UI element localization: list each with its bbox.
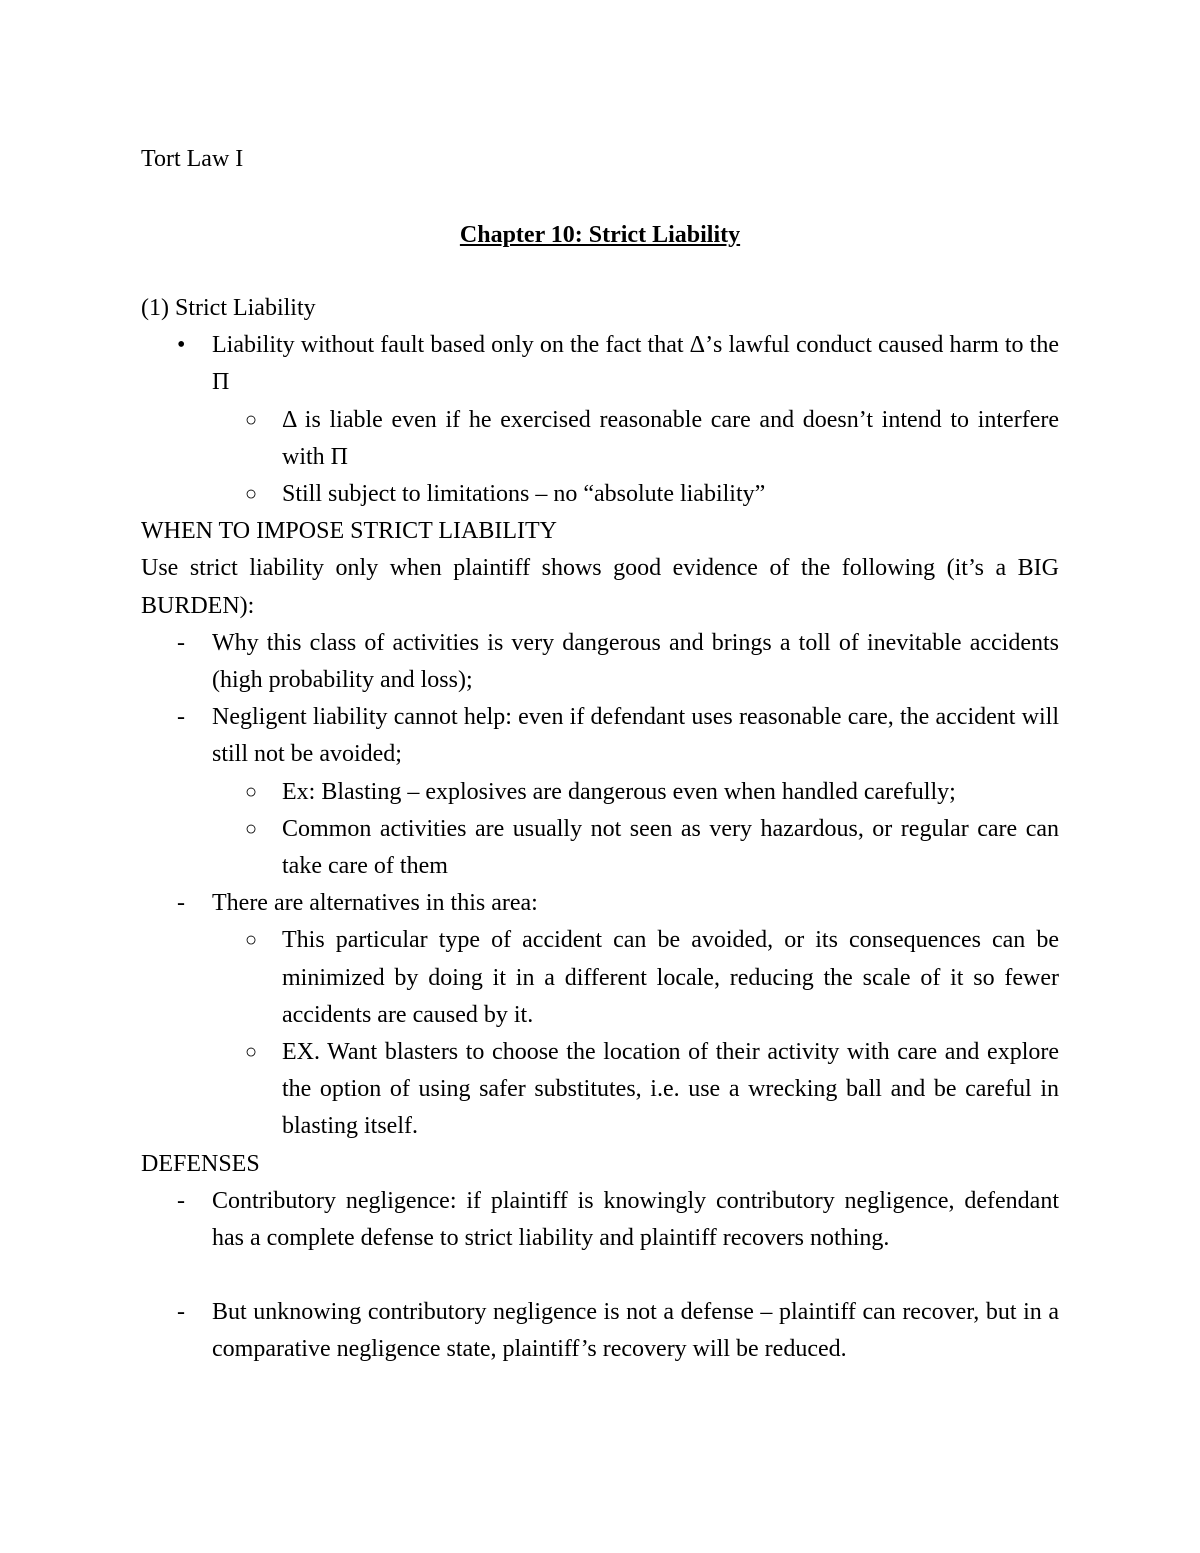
blank-line [141, 1257, 1059, 1294]
dash-item [141, 625, 1059, 699]
dash-item [141, 885, 1059, 922]
dash-marker: - [177, 890, 185, 917]
sub-bullet-item [141, 811, 1059, 885]
paragraph-intro: Use strict liability only when plaintiff shows good evidence of the following (it’s a BIG BURDEN): [141, 555, 1059, 619]
section-heading-when: WHEN TO IMPOSE STRICT LIABILITY [141, 518, 557, 545]
dash-item-text: Why this class of activities is very dangerous and brings a toll of inevitable accidents (high probability and loss); [212, 629, 1059, 694]
circle-bullet-icon: ○ [245, 780, 258, 803]
circle-bullet-icon: ○ [245, 817, 258, 840]
sub-bullet-text: This particular type of accident can be avoided, or its consequences can be minimized by doing it in a different locale, reducing the scale of it so fewer accidents are caused by it. [282, 927, 1059, 1028]
sub-bullet-text: Δ is liable even if he exercised reasonable care and doesn’t intend to interfere with Π [282, 406, 1059, 470]
section-heading-strict-liability: (1) Strict Liability [141, 295, 316, 321]
sub-bullet-item [141, 476, 1059, 513]
course-title: Tort Law I [141, 146, 244, 172]
section-heading-defenses: DEFENSES [141, 1150, 260, 1177]
dash-marker: - [177, 1187, 185, 1214]
chapter-heading: Chapter 10: Strict Liability [459, 222, 741, 248]
dash-item-text: There are alternatives in this area: [212, 890, 538, 917]
bullet-marker: • [177, 332, 186, 359]
circle-bullet-icon: ○ [245, 483, 258, 506]
bullet-item [141, 327, 1059, 401]
sub-bullet-item [141, 922, 1059, 1034]
dash-item-text: Contributory negligence: if plaintiff is knowingly contributory negligence, defendant has a complete defense to strict liability and plaintiff recovers nothing. [212, 1187, 1059, 1252]
bullet-text: Liability without fault based only on the fact that Δ’s lawful conduct caused harm to the Π [212, 332, 1059, 396]
sub-bullet-item [141, 402, 1059, 476]
dash-item [141, 699, 1059, 773]
sub-bullet-item [141, 774, 1059, 811]
dash-item [141, 1294, 1059, 1368]
circle-bullet-icon: ○ [245, 408, 258, 431]
circle-bullet-icon: ○ [245, 1041, 258, 1064]
document-body [141, 290, 1059, 1369]
sub-bullet-text: Common activities are usually not seen as very hazardous, or regular care can take care of them [282, 815, 1059, 880]
dash-marker: - [177, 1299, 185, 1326]
sub-bullet-item [141, 1034, 1059, 1146]
sub-bullet-text: Still subject to limitations – no “absolute liability” [282, 481, 766, 508]
dash-item-text: But unknowing contributory negligence is not a defense – plaintiff can recover, but in a comparative negligence state, plaintiff’s recovery will be reduced. [212, 1299, 1059, 1363]
circle-bullet-icon: ○ [245, 929, 258, 952]
dash-marker: - [177, 629, 185, 656]
dash-marker: - [177, 704, 185, 731]
sub-bullet-text: EX. Want blasters to choose the location of their activity with care and explore the option of using safer substitutes, i.e. use a wrecking ball and be careful in blasting itself. [282, 1039, 1059, 1140]
sub-bullet-text: Ex: Blasting – explosives are dangerous even when handled carefully; [282, 778, 956, 805]
dash-item-text: Negligent liability cannot help: even if defendant uses reasonable care, the accident will still not be avoided; [212, 704, 1059, 768]
dash-item [141, 1183, 1059, 1257]
